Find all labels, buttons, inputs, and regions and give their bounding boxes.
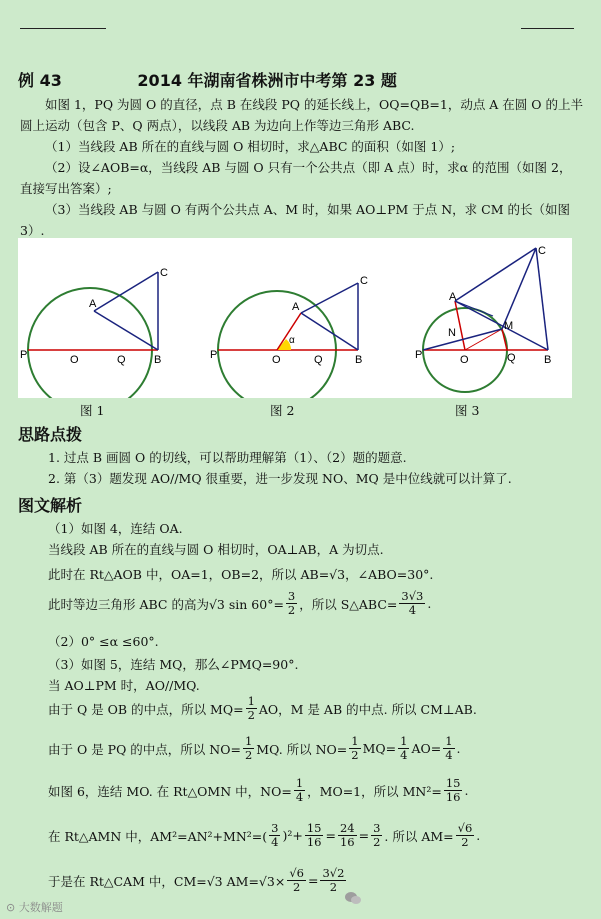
solution-line-10 — [48, 777, 468, 804]
fig1-ac — [94, 272, 158, 311]
fig2-ac — [301, 283, 358, 313]
fraction-1-over-2b: $\frac{1}{2}$ — [244, 734, 253, 762]
fig3-label-a: A — [449, 291, 457, 303]
top-left-rule — [20, 28, 106, 29]
fig2-label-o: O — [272, 354, 281, 366]
sol11-text-b: )²+ — [282, 828, 303, 843]
fraction-1-over-4: $\frac{1}{4}$ — [400, 734, 408, 762]
fig3-label-m: M — [504, 320, 514, 332]
sol9-text-a: 由于 O 是 PQ 的中点，所以 NO= — [48, 741, 241, 757]
solution-line-9 — [48, 735, 461, 762]
sol9-text-d: AO= — [411, 741, 442, 756]
sol4-text-a: 此时等边三角形 ABC 的高为√3 sin 60°= — [48, 596, 284, 612]
fig3-ac — [455, 248, 536, 301]
fig3-label-q: Q — [507, 352, 516, 364]
question-3: （3）当线段 AB 与圆 O 有两个公共点 A、M 时，如果 AO⊥PM 于点 N，求 CM 的长（如图 3）. — [20, 202, 570, 238]
figure-1 — [20, 267, 168, 398]
fig2-label-b: B — [355, 354, 363, 366]
solution-line-3: 此时在 Rt△AOB 中，OA=1，OB=2，所以 AB=√3，∠ABO=30°. — [48, 567, 434, 582]
fig1-label-c: C — [160, 267, 168, 279]
sol11-text-a: 在 Rt△AMN 中，AM²=AN²+MN²=( — [48, 828, 268, 844]
fig2-label-alpha: α — [289, 335, 295, 346]
sol11-text-d: = — [358, 828, 370, 843]
fraction-24-over-16: $\frac{24}{16}$ — [339, 821, 355, 849]
fig2-label-a: A — [292, 301, 300, 313]
fig1-label-b: B — [154, 354, 162, 366]
figure-3 — [415, 245, 551, 392]
sol12-text-a: 于是在 Rt△CAM 中，CM=√3 AM=√3× — [48, 873, 286, 889]
fig3-label-b: B — [544, 354, 552, 366]
fraction-1-over-4c: $\frac{1}{4}$ — [295, 776, 304, 804]
sol4-text-b: ，所以 S△ABC= — [299, 596, 398, 612]
wechat-icon — [344, 891, 362, 905]
example-label: 例 43 — [18, 71, 62, 90]
fraction-r6-over-2: $\frac{√6}{2}$ — [457, 821, 473, 849]
top-right-rule — [521, 28, 574, 29]
fraction-15-over-16b: $\frac{15}{16}$ — [306, 821, 322, 849]
fraction-1-over-2c: $\frac{1}{2}$ — [351, 734, 359, 762]
hint-heading: 思路点拨 — [18, 425, 83, 444]
sol8-text-a: 由于 Q 是 OB 的中点，所以 MQ= — [48, 701, 244, 717]
fig2-label-c: C — [360, 275, 368, 287]
title-text: 2014 年湖南省株洲市中考第 23 题 — [137, 71, 397, 90]
fig3-pm — [423, 329, 502, 350]
fig3-cb — [536, 248, 548, 350]
caption-figure-2: 图 2 — [270, 403, 295, 418]
sol9-text-c: MQ= — [362, 741, 397, 756]
sol10-text-a: 如图 6，连结 MO. 在 Rt△OMN 中，NO= — [48, 783, 292, 799]
solution-line-4 — [48, 590, 431, 617]
fig3-mo — [465, 329, 502, 350]
fig3-cm — [502, 248, 536, 329]
question-2: （2）设∠AOB=α，当线段 AB 与圆 O 只有一个公共点（即 A 点）时，求α 的范围（如图 2，直接写出答案）; — [20, 160, 572, 196]
question-1: （1）当线段 AB 所在的直线与圆 O 相切时，求△ABC 的面积（如图 1）; — [45, 139, 456, 154]
fig2-ab — [301, 313, 358, 350]
solution-line-2: 当线段 AB 所在的直线与圆 O 相切时，OA⊥AB，A 为切点. — [48, 542, 384, 557]
fig1-label-q: Q — [117, 354, 126, 366]
geometry-figures — [18, 238, 572, 398]
solution-line-5: （2）0° ≤α ≤60°. — [48, 634, 159, 649]
fraction-3r2-over-2: $\frac{3√2}{2}$ — [322, 866, 345, 894]
figure-2 — [210, 275, 368, 398]
solution-line-8 — [48, 695, 477, 722]
problem-intro: 如图 1，PQ 为圆 O 的直径，点 B 在线段 PQ 的延长线上，OQ=QB=1，动点 A 在圆 O 的上半圆上运动（包含 P、Q 两点），以线段 AB 为边向上作等边三角形 ABC. — [20, 97, 583, 133]
watermark-icon: ⊙ — [6, 901, 16, 914]
sol10-text-b: ，MO=1，所以 MN²= — [307, 783, 442, 799]
fraction-3-over-2: $\frac{3}{2}$ — [287, 589, 296, 617]
solution-line-7: 当 AO⊥PM 时，AO//MQ. — [48, 678, 200, 693]
sol11-text-f: . — [476, 828, 481, 843]
solution-heading: 图文解析 — [18, 496, 83, 515]
sol9-text-e: . — [456, 741, 461, 756]
sol9-text-b: MQ. 所以 NO= — [256, 741, 348, 757]
fig2-label-q: Q — [314, 354, 323, 366]
fraction-3-over-4: $\frac{3}{4}$ — [271, 821, 279, 849]
solution-line-6: （3）如图 5，连结 MQ，那么∠PMQ=90°. — [48, 657, 299, 672]
fraction-15-over-16: $\frac{15}{16}$ — [445, 776, 461, 804]
figures-panel — [18, 238, 572, 398]
fraction-r6-over-2b: $\frac{√6}{2}$ — [289, 866, 304, 894]
sol8-text-b: AO，M 是 AB 的中点. 所以 CM⊥AB. — [258, 701, 477, 717]
fig2-label-p: P — [210, 349, 218, 361]
caption-figure-1: 图 1 — [80, 403, 105, 418]
watermark — [6, 899, 63, 915]
fig3-label-p: P — [415, 349, 423, 361]
solution-line-12 — [48, 867, 348, 894]
fig3-label-o: O — [460, 354, 469, 366]
fig3-label-c: C — [538, 245, 546, 257]
sol10-text-c: . — [464, 783, 469, 798]
fig3-label-n: N — [448, 327, 456, 339]
hint-2: 2. 第（3）题发现 AO//MQ 很重要，进一步发现 NO、MQ 是中位线就可以计算了. — [48, 471, 512, 486]
watermark-text: 大数解题 — [18, 901, 63, 914]
caption-figure-3: 图 3 — [455, 403, 480, 418]
fig1-label-p: P — [20, 349, 28, 361]
fraction-1-over-4b: $\frac{1}{4}$ — [445, 734, 453, 762]
solution-line-1: （1）如图 4，连结 OA. — [48, 521, 183, 536]
sol11-text-e: . 所以 AM= — [384, 828, 454, 844]
sol4-text-c: . — [427, 596, 432, 611]
fig2-circle — [218, 291, 336, 398]
hint-1: 1. 过点 B 画圆 O 的切线，可以帮助理解第（1）、（2）题的题意. — [48, 450, 407, 465]
sol12-text-b: = — [307, 873, 319, 888]
fraction-area: $\frac{3√3}{4}$ — [401, 589, 424, 617]
fig1-label-o: O — [70, 354, 79, 366]
problem-title — [18, 68, 397, 91]
fig3-ab — [455, 301, 548, 350]
fraction-1-over-2: $\frac{1}{2}$ — [247, 694, 255, 722]
sol11-text-c: = — [325, 828, 336, 843]
fraction-3-over-2b: $\frac{3}{2}$ — [373, 821, 381, 849]
solution-line-11 — [48, 822, 480, 849]
fig1-label-a: A — [89, 298, 97, 310]
